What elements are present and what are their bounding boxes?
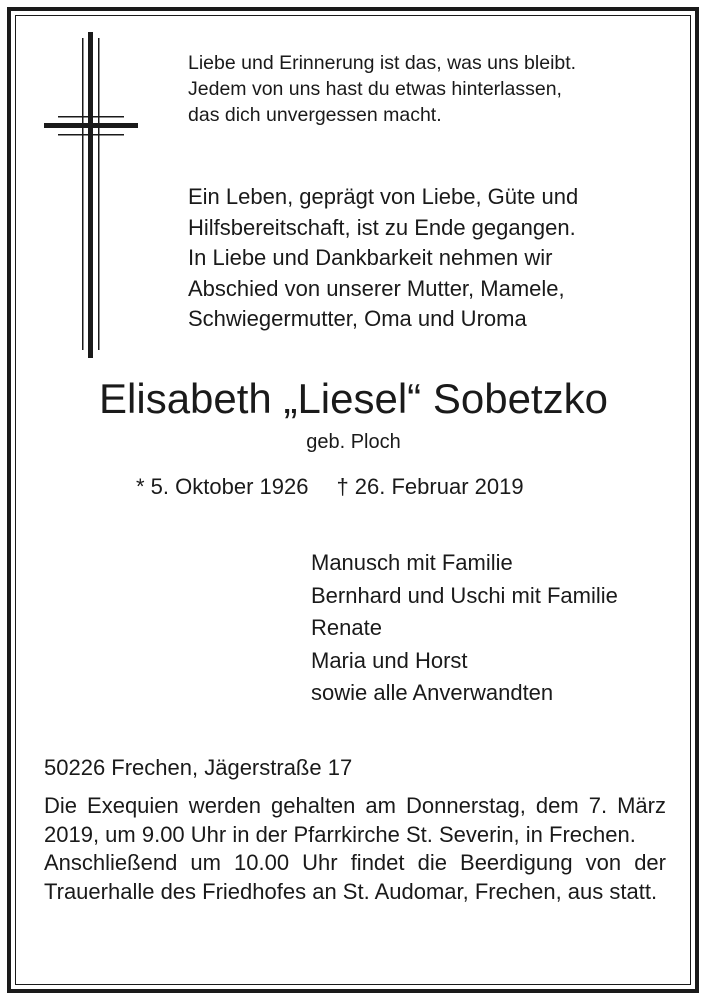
mourner: Manusch mit Familie: [311, 550, 513, 575]
tribute-line: Schwiegermutter, Oma und Uroma: [188, 306, 527, 331]
tribute-line: Ein Leben, geprägt von Liebe, Güte und: [188, 184, 579, 209]
poem: [188, 50, 576, 128]
mourner: Maria und Horst: [311, 647, 468, 673]
service-notice: [44, 792, 666, 906]
mourner: Renate: [311, 615, 382, 640]
tribute-line: Hilfsbereitschaft, ist zu Ende gegangen.: [188, 214, 576, 240]
poem-line: Liebe und Erinnerung ist das, was uns bleibt.: [188, 52, 577, 74]
death-date: † 26. Februar 2019: [336, 474, 524, 499]
mourner: Bernhard und Uschi mit Familie: [311, 582, 618, 608]
maiden-name: geb. Ploch: [306, 431, 401, 453]
mourners-list: [311, 547, 618, 710]
life-dates: [136, 472, 524, 502]
deceased-name: Elisabeth „Liesel“ Sobetzko: [99, 375, 608, 422]
mourner: sowie alle Anverwandten: [311, 680, 554, 705]
poem-line: Jedem von uns hast du etwas hinterlassen,: [188, 78, 562, 100]
poem-line: das dich unvergessen macht.: [188, 104, 442, 126]
cross-icon: [44, 32, 138, 358]
address: 50226 Frechen, Jägerstraße 17: [44, 755, 353, 780]
tribute-line: Abschied von unserer Mutter, Mamele,: [188, 275, 565, 301]
exequies-notice: Die Exequien werden gehalten am Donnerstag, dem 7. März 2019, um 9.00 Uhr in der Pfarrkirche St. Severin, in Frechen.: [44, 793, 666, 847]
tribute-line: In Liebe und Dankbarkeit nehmen wir: [188, 245, 553, 270]
birth-date: * 5. Oktober 1926: [136, 474, 309, 499]
burial-notice: Anschließend um 10.00 Uhr findet die Beerdigung von der Trauerhalle des Friedhofes an St. Audomar, Frechen, aus statt.: [44, 850, 666, 904]
tribute-text: [188, 182, 578, 335]
